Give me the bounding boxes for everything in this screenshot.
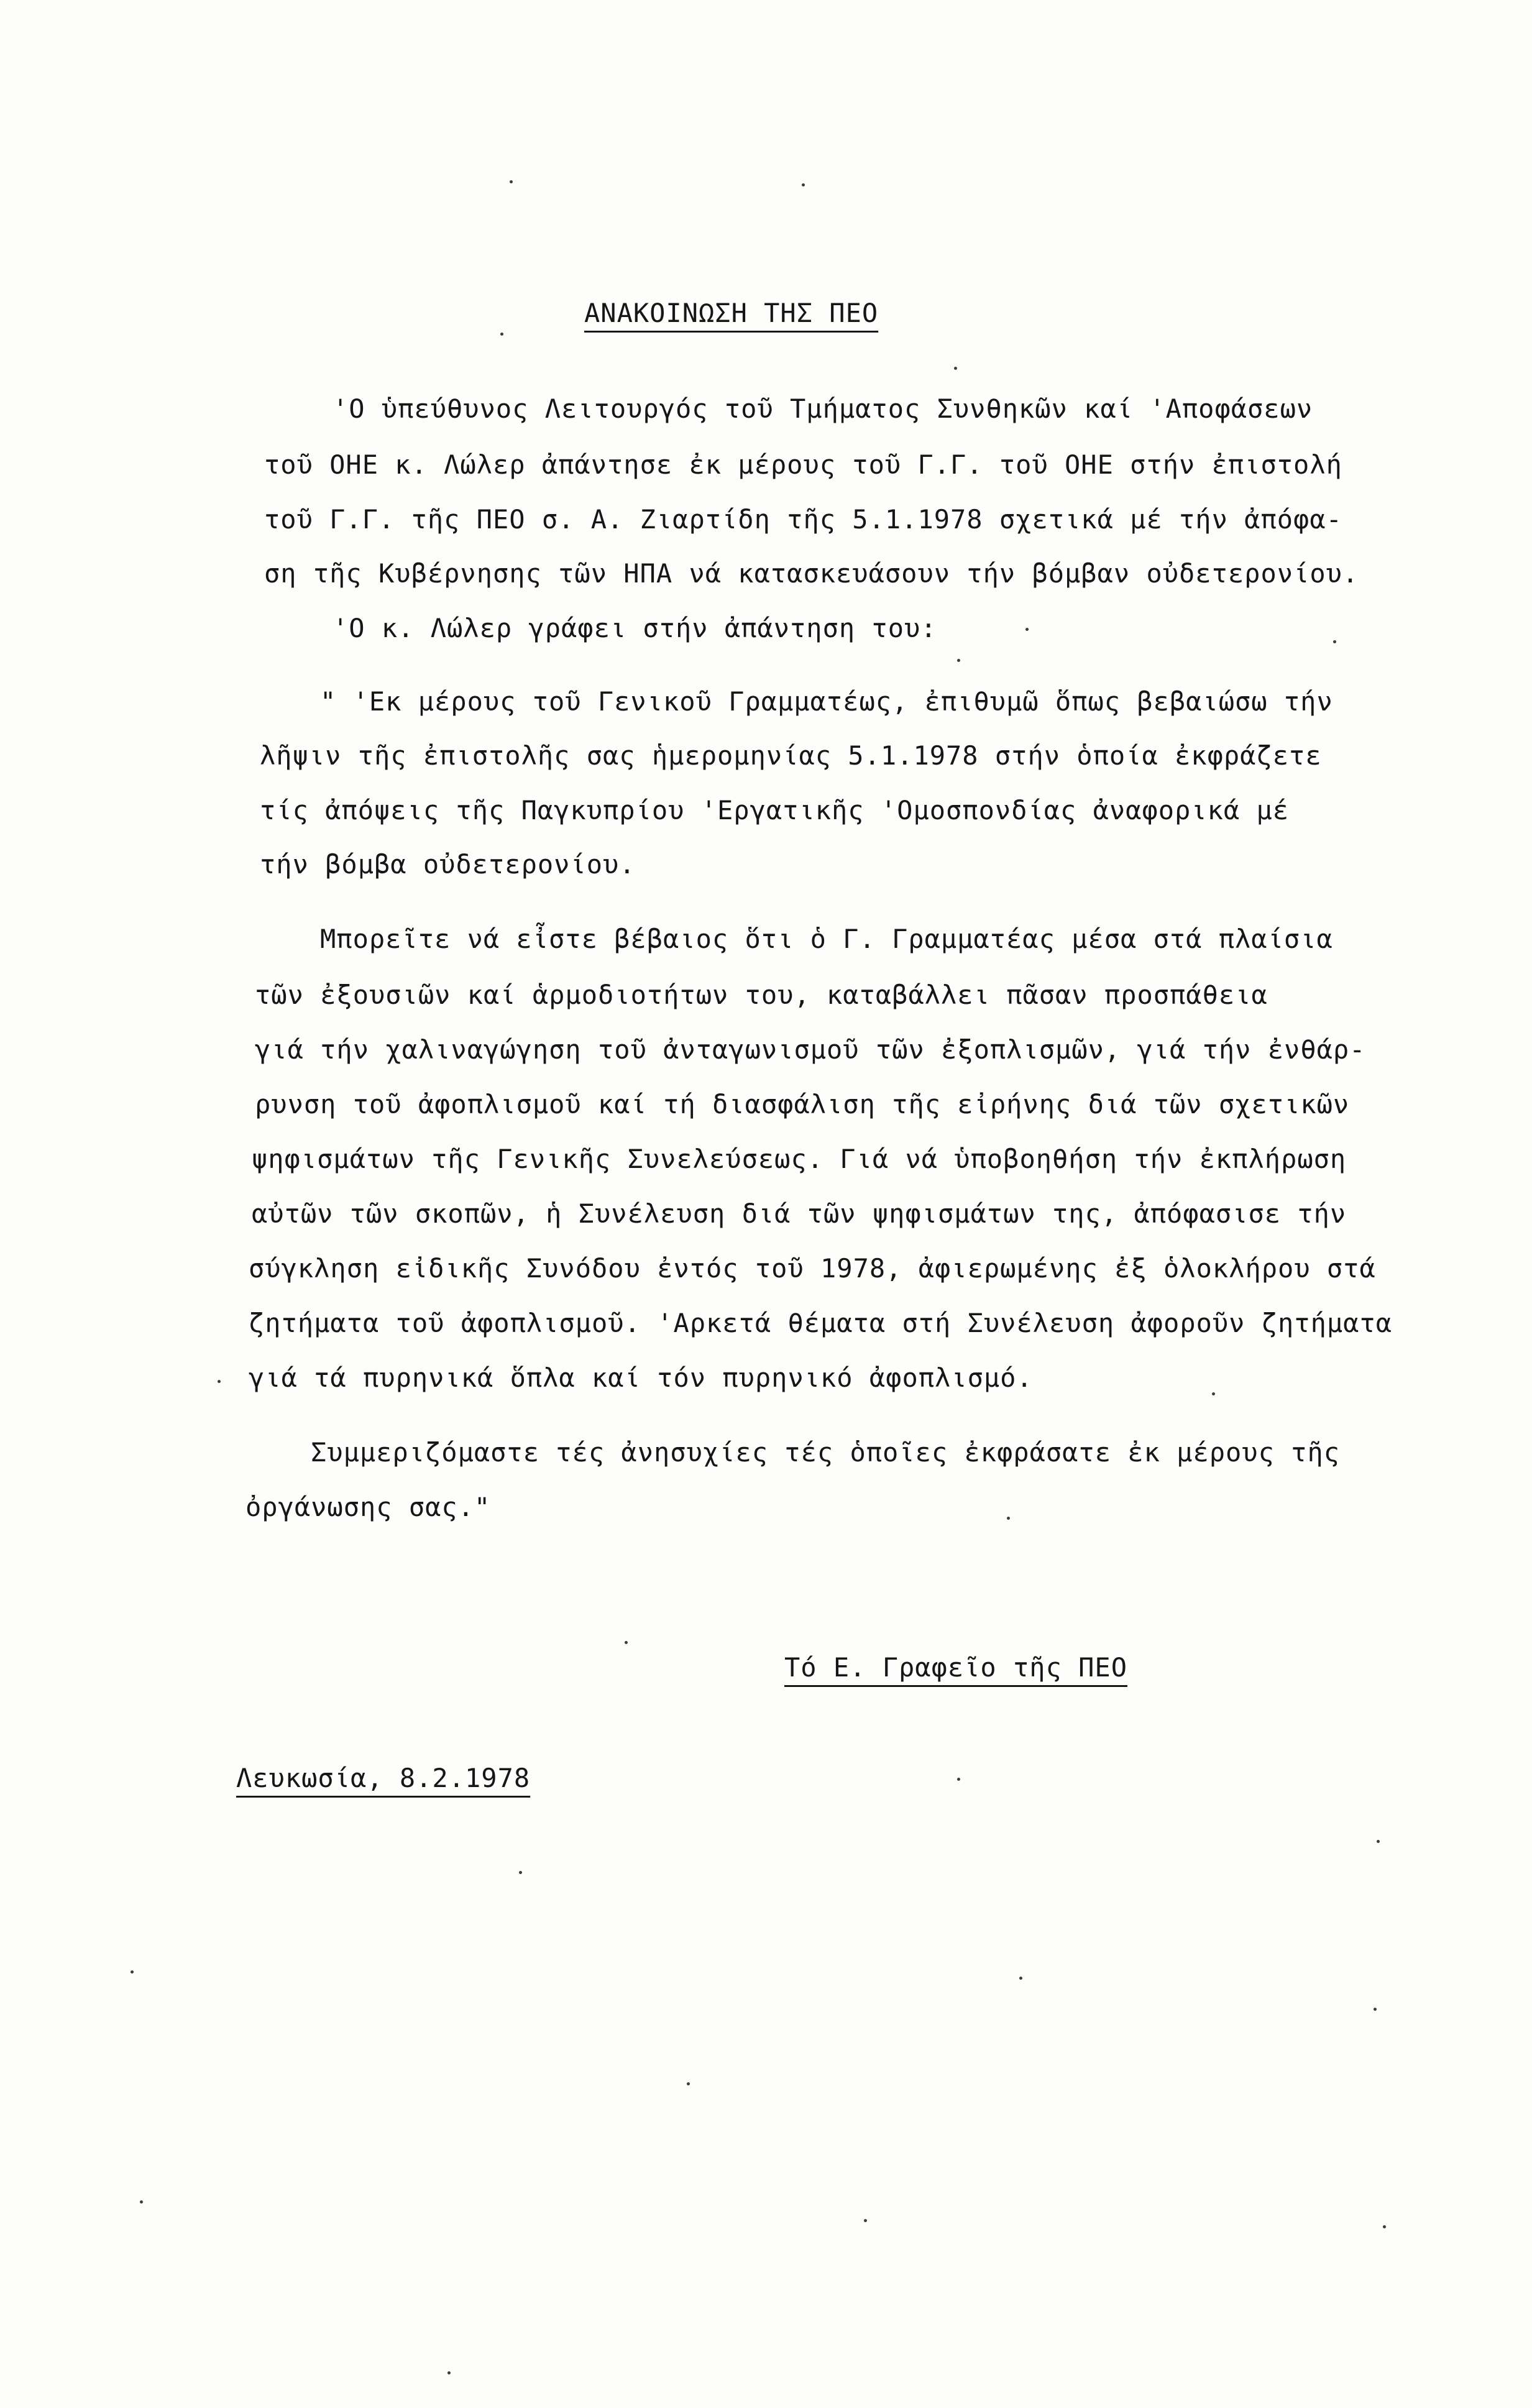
body-line: αὐτῶν τῶν σκοπῶν, ἡ Συνέλευση διά τῶν ψηφισμάτων της, ἀπόφασισε τήν — [252, 1198, 1347, 1229]
scan-speck — [957, 1778, 960, 1781]
scan-speck — [447, 2371, 451, 2374]
scan-speck — [957, 659, 960, 662]
intro-line: ση τῆς Κυβέρνησης τῶν ΗΠΑ νά κατασκευάσουν τήν βόμβαν οὐδετερονίου. — [264, 558, 1359, 589]
scan-speck — [218, 1380, 221, 1383]
scan-speck — [1019, 1977, 1022, 1980]
intro-line: 'Ο κ. Λώλερ γράφει στήν ἀπάντηση του: — [333, 613, 937, 643]
closing-line: ὀργάνωσης σας." — [245, 1492, 491, 1522]
scan-speck — [625, 1641, 628, 1644]
scan-speck — [140, 2200, 143, 2204]
body-line: ρυνση τοῦ ἀφοπλισμοῦ καί τή διασφάλιση τῆς εἰρήνης διά τῶν σχετικῶν — [255, 1089, 1350, 1119]
scan-speck — [1333, 640, 1336, 643]
intro-line: 'Ο ὑπεύθυνος Λειτουργός τοῦ Τμήματος Συνθηκῶν καί 'Αποφάσεων — [333, 393, 1313, 424]
closing-line: Συμμεριζόμαστε τές ἀνησυχίες τές ὁποῖες ἐκφράσατε ἐκ μέρους τῆς — [311, 1437, 1341, 1468]
scan-speck — [864, 2219, 867, 2222]
quote-line: τίς ἀπόψεις τῆς Παγκυπρίου 'Εργατικῆς 'Ομοσπονδίας ἀναφορικά μέ — [260, 795, 1290, 825]
body-line: σύγκληση εἰδικῆς Συνόδου ἐντός τοῦ 1978, ἀφιερωμένης ἐξ ὁλοκλήρου στά — [249, 1253, 1376, 1284]
quote-line: τήν βόμβα οὐδετερονίου. — [260, 849, 636, 880]
body-line: Μπορεῖτε νά εἶστε βέβαιος ὅτι ὁ Γ. Γραμματέας μέσα στά πλαίσια — [320, 924, 1333, 954]
scan-speck — [500, 333, 503, 336]
intro-line: τοῦ Γ.Γ. τῆς ΠΕΟ σ. Α. Ζιαρτίδη τῆς 5.1.1978 σχετικά μέ τήν ἀπόφα- — [264, 504, 1342, 535]
scan-speck — [131, 1970, 134, 1974]
scan-speck — [687, 2082, 690, 2085]
signature: Τό Ε. Γραφεῖο τῆς ΠΕΟ — [784, 1652, 1128, 1683]
document-title: ΑΝΑΚΟΙΝΩΣΗ ΤΗΣ ΠΕΟ — [584, 298, 879, 328]
scan-speck — [519, 1871, 522, 1874]
body-line: γιά τήν χαλιναγώγηση τοῦ ἀνταγωνισμοῦ τῶν ἐξοπλισμῶν, γιά τήν ἐνθάρ- — [255, 1034, 1366, 1065]
scan-speck — [510, 180, 513, 183]
scan-speck — [1377, 1840, 1380, 1843]
scan-speck — [954, 367, 957, 370]
scan-speck — [1212, 1392, 1215, 1395]
intro-line: τοῦ ΟΗΕ κ. Λώλερ ἀπάντησε ἐκ μέρους τοῦ Γ.Γ. τοῦ ΟΗΕ στήν ἐπιστολή — [264, 449, 1342, 480]
scan-speck — [1025, 628, 1029, 631]
body-line: γιά τά πυρηνικά ὅπλα καί τόν πυρηνικό ἀφοπλισμό. — [249, 1363, 1033, 1393]
scan-speck — [802, 183, 805, 186]
body-line: ζητήματα τοῦ ἀφοπλισμοῦ. 'Αρκετά θέματα στή Συνέλευση ἀφοροῦν ζητήματα — [249, 1308, 1393, 1338]
scan-speck — [1383, 2225, 1386, 2228]
body-line: ψηφισμάτων τῆς Γενικῆς Συνελεύσεως. Γιά νά ὑποβοηθήση τήν ἐκπλήρωση — [252, 1144, 1347, 1174]
quote-line: " 'Εκ μέρους τοῦ Γενικοῦ Γραμματέως, ἐπιθυμῶ ὅπως βεβαιώσω τήν — [320, 686, 1333, 717]
place-date: Λευκωσία, 8.2.1978 — [236, 1763, 531, 1793]
scan-speck — [1374, 2008, 1377, 2011]
quote-line: λῆψιν τῆς ἐπιστολῆς σας ἡμερομηνίας 5.1.1978 στήν ὁποία ἐκφράζετε — [260, 740, 1322, 771]
body-line: τῶν ἐξουσιῶν καί ἁρμοδιοτήτων του, καταβάλλει πᾶσαν προσπάθεια — [255, 980, 1268, 1010]
scan-speck — [1007, 1517, 1010, 1520]
